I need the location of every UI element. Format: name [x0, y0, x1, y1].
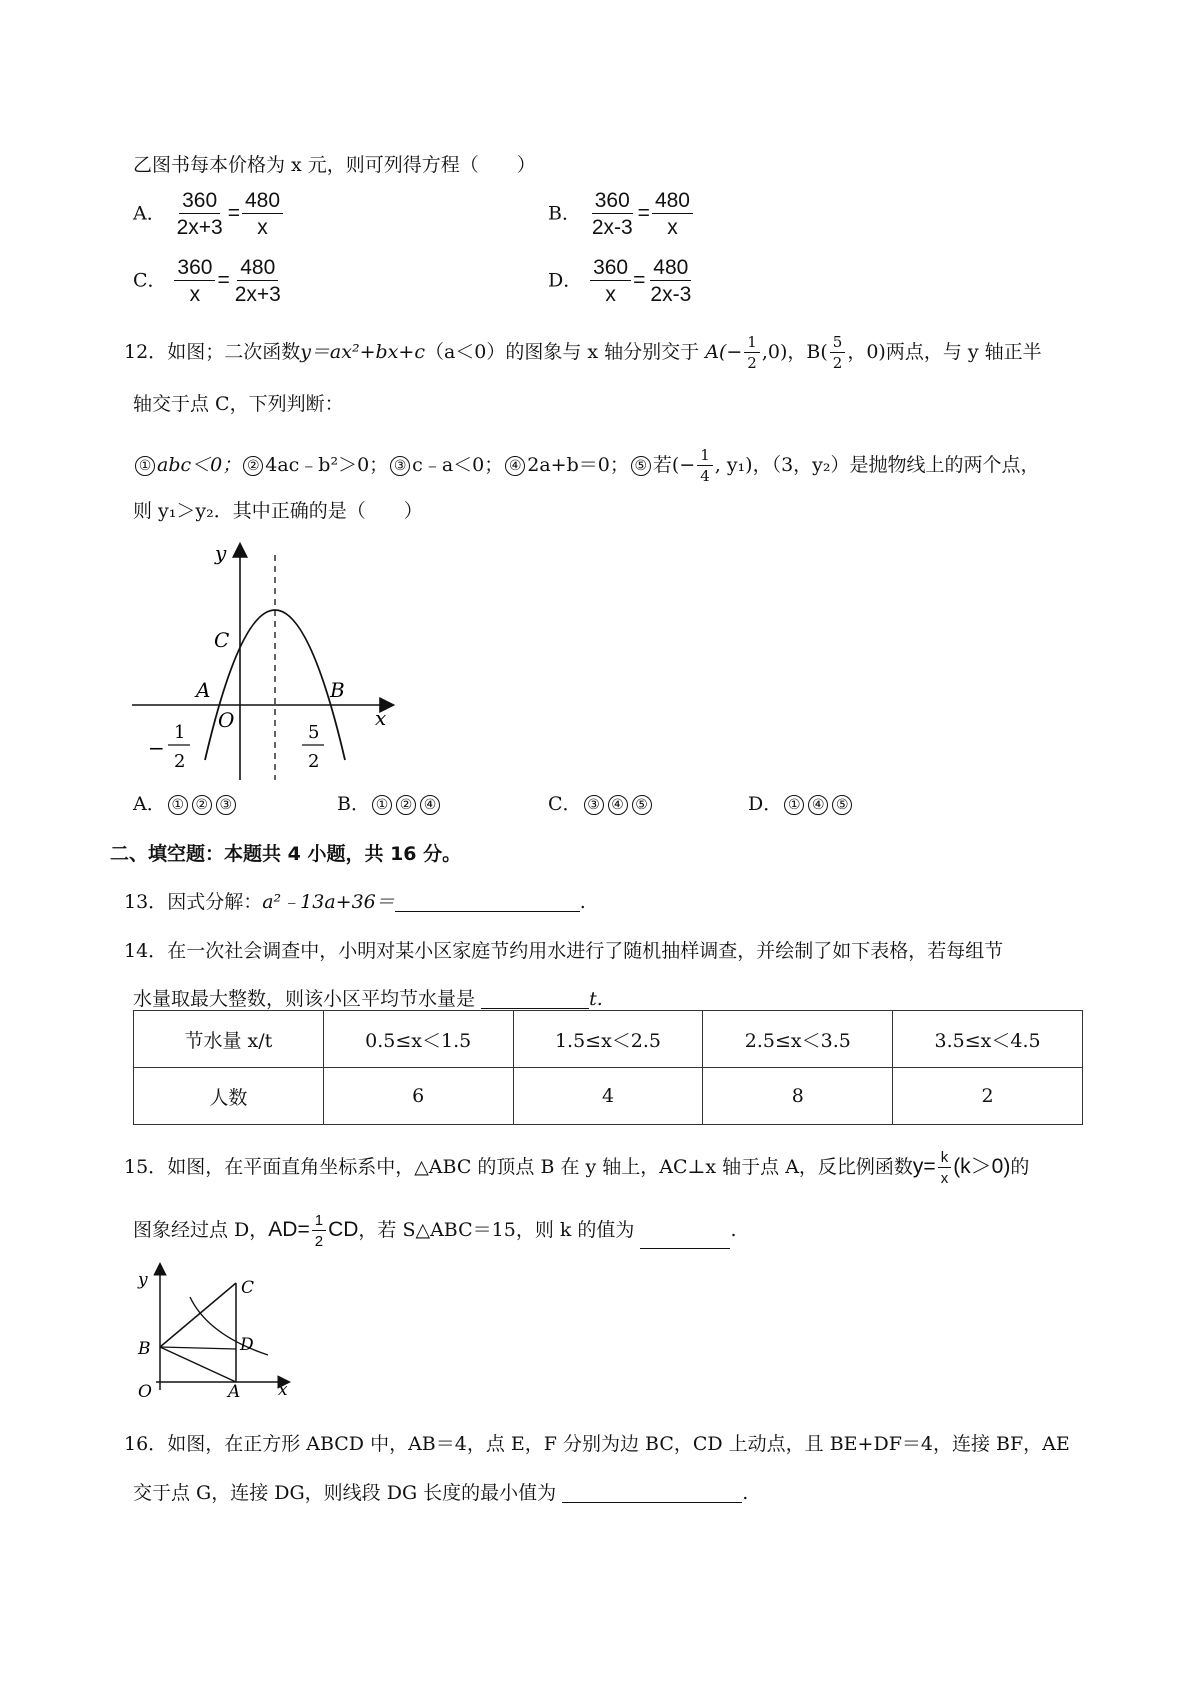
q11-intro: 乙图书每本价格为 x 元，则可列得方程（ ） [133, 154, 536, 176]
table-cell: 8 [703, 1068, 893, 1125]
answer-blank[interactable] [562, 1484, 742, 1503]
q14-line1: 14．在一次社会调查中，小明对某小区家庭节约用水进行了随机抽样调查，并绘制了如下表格，若每组节 [124, 940, 1004, 962]
fraction-quarter: $\frac{1}{4}$ [697, 448, 713, 484]
q12-line4: 则 y₁＞y₂．其中正确的是（ ） [133, 500, 423, 522]
fraction: $\frac{360}{x}$ [174, 257, 215, 305]
table-cell: 0.5≤x＜1.5 [323, 1011, 513, 1068]
svg-text:O: O [138, 1382, 152, 1400]
q14-line2: 水量取最大整数，则该小区平均节水量是 t. [133, 988, 603, 1010]
label-neg: − [148, 736, 165, 760]
fraction: $\frac{360}{2x-3}$ [591, 189, 633, 239]
fraction-five-halves: $\frac{5}{2}$ [830, 335, 846, 371]
q15-triangle-graph [128, 1255, 308, 1400]
answer-blank[interactable] [481, 990, 589, 1009]
q11-option-a[interactable]: A． $\frac{360}{2x+3}$ = $\frac{480}{x}$ [133, 190, 285, 238]
table-cell: 6 [323, 1068, 513, 1125]
label-y: y [215, 541, 227, 565]
label-C: C [214, 628, 230, 652]
answer-blank[interactable] [640, 1230, 730, 1249]
hyperbola-curve [190, 1297, 268, 1355]
fraction: $\frac{480}{x}$ [652, 190, 693, 238]
label-five-den: 2 [308, 751, 320, 772]
option-letter: D． [548, 269, 583, 292]
label-O: O [218, 708, 235, 732]
q12-option-a[interactable]: A． ① ② ③ [133, 795, 238, 815]
fraction-half: $\frac{1}{2}$ [312, 1213, 326, 1249]
table-cell: 4 [513, 1068, 703, 1125]
svg-text:x: x [278, 1380, 288, 1400]
label-half-num: 1 [174, 722, 186, 743]
circled-2-icon: ② [243, 456, 263, 476]
section-heading: 二、填空题：本题共 4 小题，共 16 分。 [110, 843, 462, 865]
circled-4-icon: ④ [505, 456, 525, 476]
table-row [134, 1068, 1083, 1125]
table-cell: 2 [893, 1068, 1083, 1125]
label-five-num: 5 [308, 722, 320, 743]
q12-option-b[interactable]: B． ① ② ④ [337, 795, 442, 815]
circled-5-icon: ⑤ [631, 456, 651, 476]
q12-parabola-graph [130, 535, 400, 790]
circled-3-icon: ③ [390, 456, 410, 476]
q16-line1: 16．如图，在正方形 ABCD 中，AB＝4，点 E，F 分别为边 BC，CD 上动点，且 BE+DF＝4，连接 BF，AE [124, 1433, 1070, 1455]
label-B: B [330, 678, 345, 702]
data-table [133, 1010, 1083, 1125]
q12-line2: 轴交于点 C，下列判断： [133, 393, 344, 415]
q15-line2: 图象经过点 D，AD= $\frac{1}{2}$ CD，若 S△ABC＝15，则 k 的值为 . [133, 1212, 737, 1250]
table-cell: 人数 [134, 1068, 324, 1125]
svg-text:B: B [138, 1339, 151, 1359]
option-letter: A． [133, 202, 166, 225]
q12-line1: 12．如图；二次函数y＝ax²+bx+c（a＜0）的图象与 x 轴分别交于 A(− $\frac{1}{2}$ ,0)，B( $\frac{5}{2}$ ，0)两点，与 y 轴正半 [124, 333, 1042, 372]
q16-line2: 交于点 G，连接 DG，则线段 DG 长度的最小值为 . [133, 1482, 749, 1504]
table-cell: 3.5≤x＜4.5 [893, 1011, 1083, 1068]
table-row [134, 1011, 1083, 1068]
svg-text:A: A [228, 1382, 241, 1400]
option-letter: B． [548, 202, 581, 225]
fraction: $\frac{480}{2x+3}$ [234, 256, 281, 306]
q12-judgements: ① abc＜0； ② 4ac﹣b²＞0； ③ c﹣a＜0； ④ 2a+b＝0； ⑤ 若(− $\frac{1}{4}$ , y₁)，（3，y₂）是抛物线上的两个点， [133, 448, 1040, 484]
segment-ba [160, 1347, 236, 1382]
fraction: $\frac{480}{2x-3}$ [650, 256, 692, 306]
label-x: x [375, 706, 387, 730]
fraction: $\frac{360}{2x+3}$ [176, 189, 223, 239]
q12-option-d[interactable]: D． ① ④ ⑤ [748, 795, 854, 815]
svg-text:C: C [241, 1278, 255, 1298]
table-cell: 1.5≤x＜2.5 [513, 1011, 703, 1068]
label-half-den: 2 [174, 751, 186, 772]
table-cell: 2.5≤x＜3.5 [703, 1011, 893, 1068]
fraction-k-over-x: $\frac{k}{x}$ [938, 1150, 952, 1186]
q12-option-c[interactable]: C． ③ ④ ⑤ [548, 795, 654, 815]
circled-1-icon: ① [135, 456, 155, 476]
svg-text:y: y [138, 1270, 148, 1290]
segment-bc [160, 1283, 236, 1347]
label-A: A [196, 678, 211, 702]
segment-bd [160, 1347, 236, 1349]
q11-option-b[interactable]: B． $\frac{360}{2x-3}$ = $\frac{480}{x}$ [548, 190, 695, 238]
svg-text:D: D [240, 1335, 254, 1355]
q11-option-d[interactable]: D． $\frac{360}{x}$ = $\frac{480}{2x-3}$ [548, 257, 696, 305]
q13: 13．因式分解：a²﹣13a+36＝ . [124, 891, 586, 913]
fraction-half: $\frac{1}{2}$ [744, 335, 760, 371]
fraction: $\frac{360}{x}$ [590, 257, 631, 305]
fraction: $\frac{480}{x}$ [242, 190, 283, 238]
q15-line1: 15．如图，在平面直角坐标系中，△ABC 的顶点 B 在 y 轴上，AC⊥x 轴于点 A，反比例函数y= $\frac{k}{x}$ (k＞0)的 [124, 1149, 1030, 1187]
q11-option-c[interactable]: C． $\frac{360}{x}$ = $\frac{480}{2x+3}$ [133, 257, 286, 305]
answer-blank[interactable] [395, 893, 580, 912]
option-letter: C． [133, 269, 167, 292]
table-cell: 节水量 x/t [134, 1011, 324, 1068]
